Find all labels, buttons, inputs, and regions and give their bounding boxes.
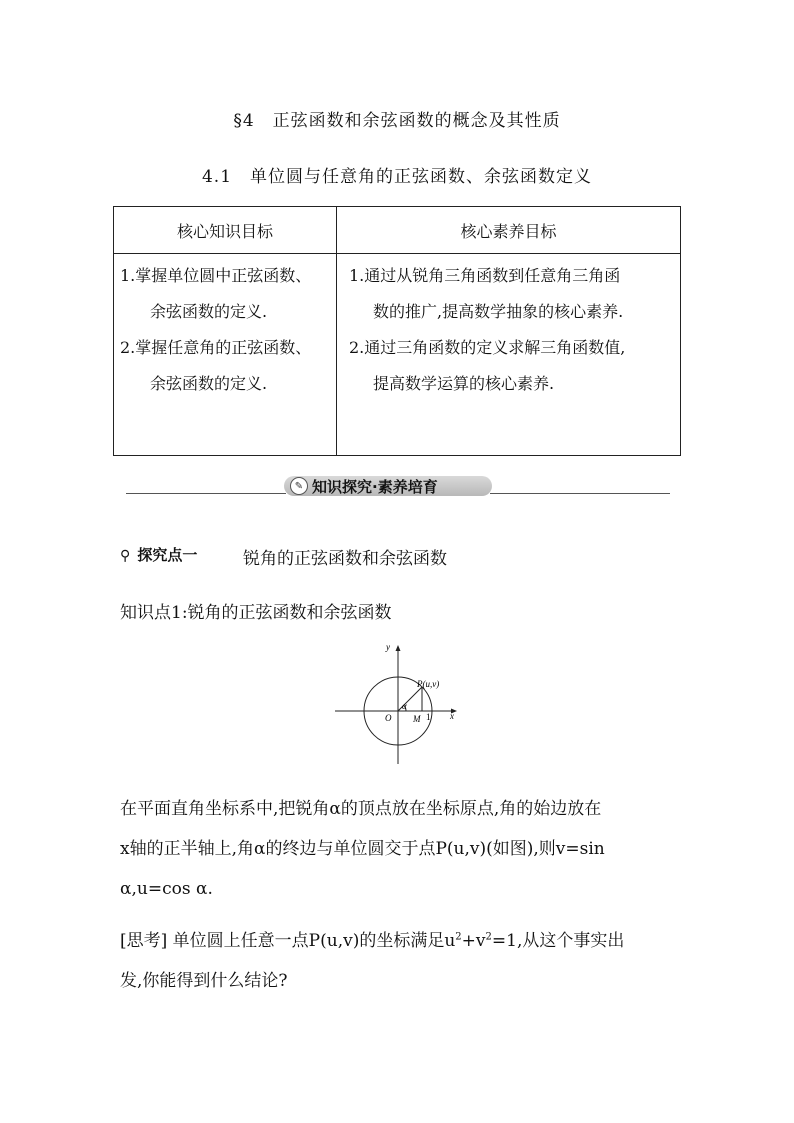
- magnifier-icon: ⚲: [120, 548, 131, 564]
- paragraph-line: α,u=cos α.: [120, 879, 213, 899]
- explore-topic: 锐角的正弦函数和余弦函数: [243, 549, 447, 569]
- knowledge-goal-2-line2: 余弦函数的定义.: [150, 374, 268, 393]
- section-title: §4 正弦函数和余弦函数的概念及其性质: [233, 111, 561, 131]
- unit-one-label: 1: [426, 712, 431, 722]
- literacy-goal-2-line2: 提高数学运算的核心素养.: [373, 374, 555, 393]
- definition-paragraph: [120, 789, 685, 909]
- paragraph-line: 发,你能得到什么结论?: [120, 971, 288, 991]
- think-prefix: [思考] 单位圆上任意一点P(u,v)的坐标满足u: [120, 931, 456, 951]
- think-paragraph: [120, 921, 685, 1001]
- header-literacy-goals: 核心素养目标: [337, 207, 681, 254]
- exponent: 2: [485, 931, 492, 943]
- paragraph-line: 在平面直角坐标系中,把锐角α的顶点放在坐标原点,角的始边放在: [120, 799, 602, 819]
- y-axis-label: y: [386, 642, 390, 652]
- table-header-row: [114, 207, 681, 254]
- explore-label: 探究点一: [137, 546, 198, 564]
- knowledge-goal-2: [120, 324, 332, 408]
- pen-icon: ✎: [290, 477, 308, 495]
- knowledge-goals-cell: [114, 254, 337, 456]
- literacy-goal-2-line1: 2.通过三角函数的定义求解三角函数值,: [349, 338, 626, 357]
- table-row: [114, 254, 681, 456]
- explore-heading: [120, 544, 447, 569]
- x-axis-label: x: [450, 711, 454, 721]
- angle-label: α: [402, 701, 407, 711]
- unit-circle-figure: [335, 638, 465, 768]
- subsection-title: 4.1 单位圆与任意角的正弦函数、余弦函数定义: [201, 167, 593, 187]
- knowledge-goal-1-line1: 1.掌握单位圆中正弦函数、: [120, 266, 312, 285]
- knowledge-goal-1-line2: 余弦函数的定义.: [150, 302, 268, 321]
- knowledge-goal-2-line1: 2.掌握任意角的正弦函数、: [120, 338, 312, 357]
- literacy-goals-cell: [337, 254, 681, 456]
- paragraph-line: x轴的正半轴上,角α的终边与单位圆交于点P(u,v)(如图),则v=sin: [120, 839, 605, 859]
- literacy-goal-2: [343, 324, 676, 408]
- paragraph-line: [120, 921, 685, 961]
- header-knowledge-goals: 核心知识目标: [114, 207, 337, 254]
- banner-divider-right: [490, 493, 670, 494]
- think-suffix: =1,从这个事实出: [491, 931, 625, 951]
- literacy-goal-1-line1: 1.通过从锐角三角函数到任意角三角函: [349, 266, 621, 285]
- banner-divider-left: [126, 493, 286, 494]
- origin-label: O: [385, 713, 392, 723]
- point-m-label: M: [413, 714, 421, 724]
- section-banner: [126, 476, 670, 498]
- literacy-goal-1-line2: 数的推广,提高数学抽象的核心素养.: [373, 302, 624, 321]
- y-axis-arrow: [396, 645, 401, 651]
- banner-tag: [284, 476, 492, 496]
- think-mid: +v: [461, 931, 486, 951]
- goals-table: [113, 206, 681, 456]
- exponent: 2: [455, 931, 462, 943]
- banner-label: 知识探究·素养培育: [312, 477, 438, 496]
- point-p-label: P(u,v): [417, 679, 440, 689]
- knowledge-point-heading: 知识点1:锐角的正弦函数和余弦函数: [120, 603, 392, 623]
